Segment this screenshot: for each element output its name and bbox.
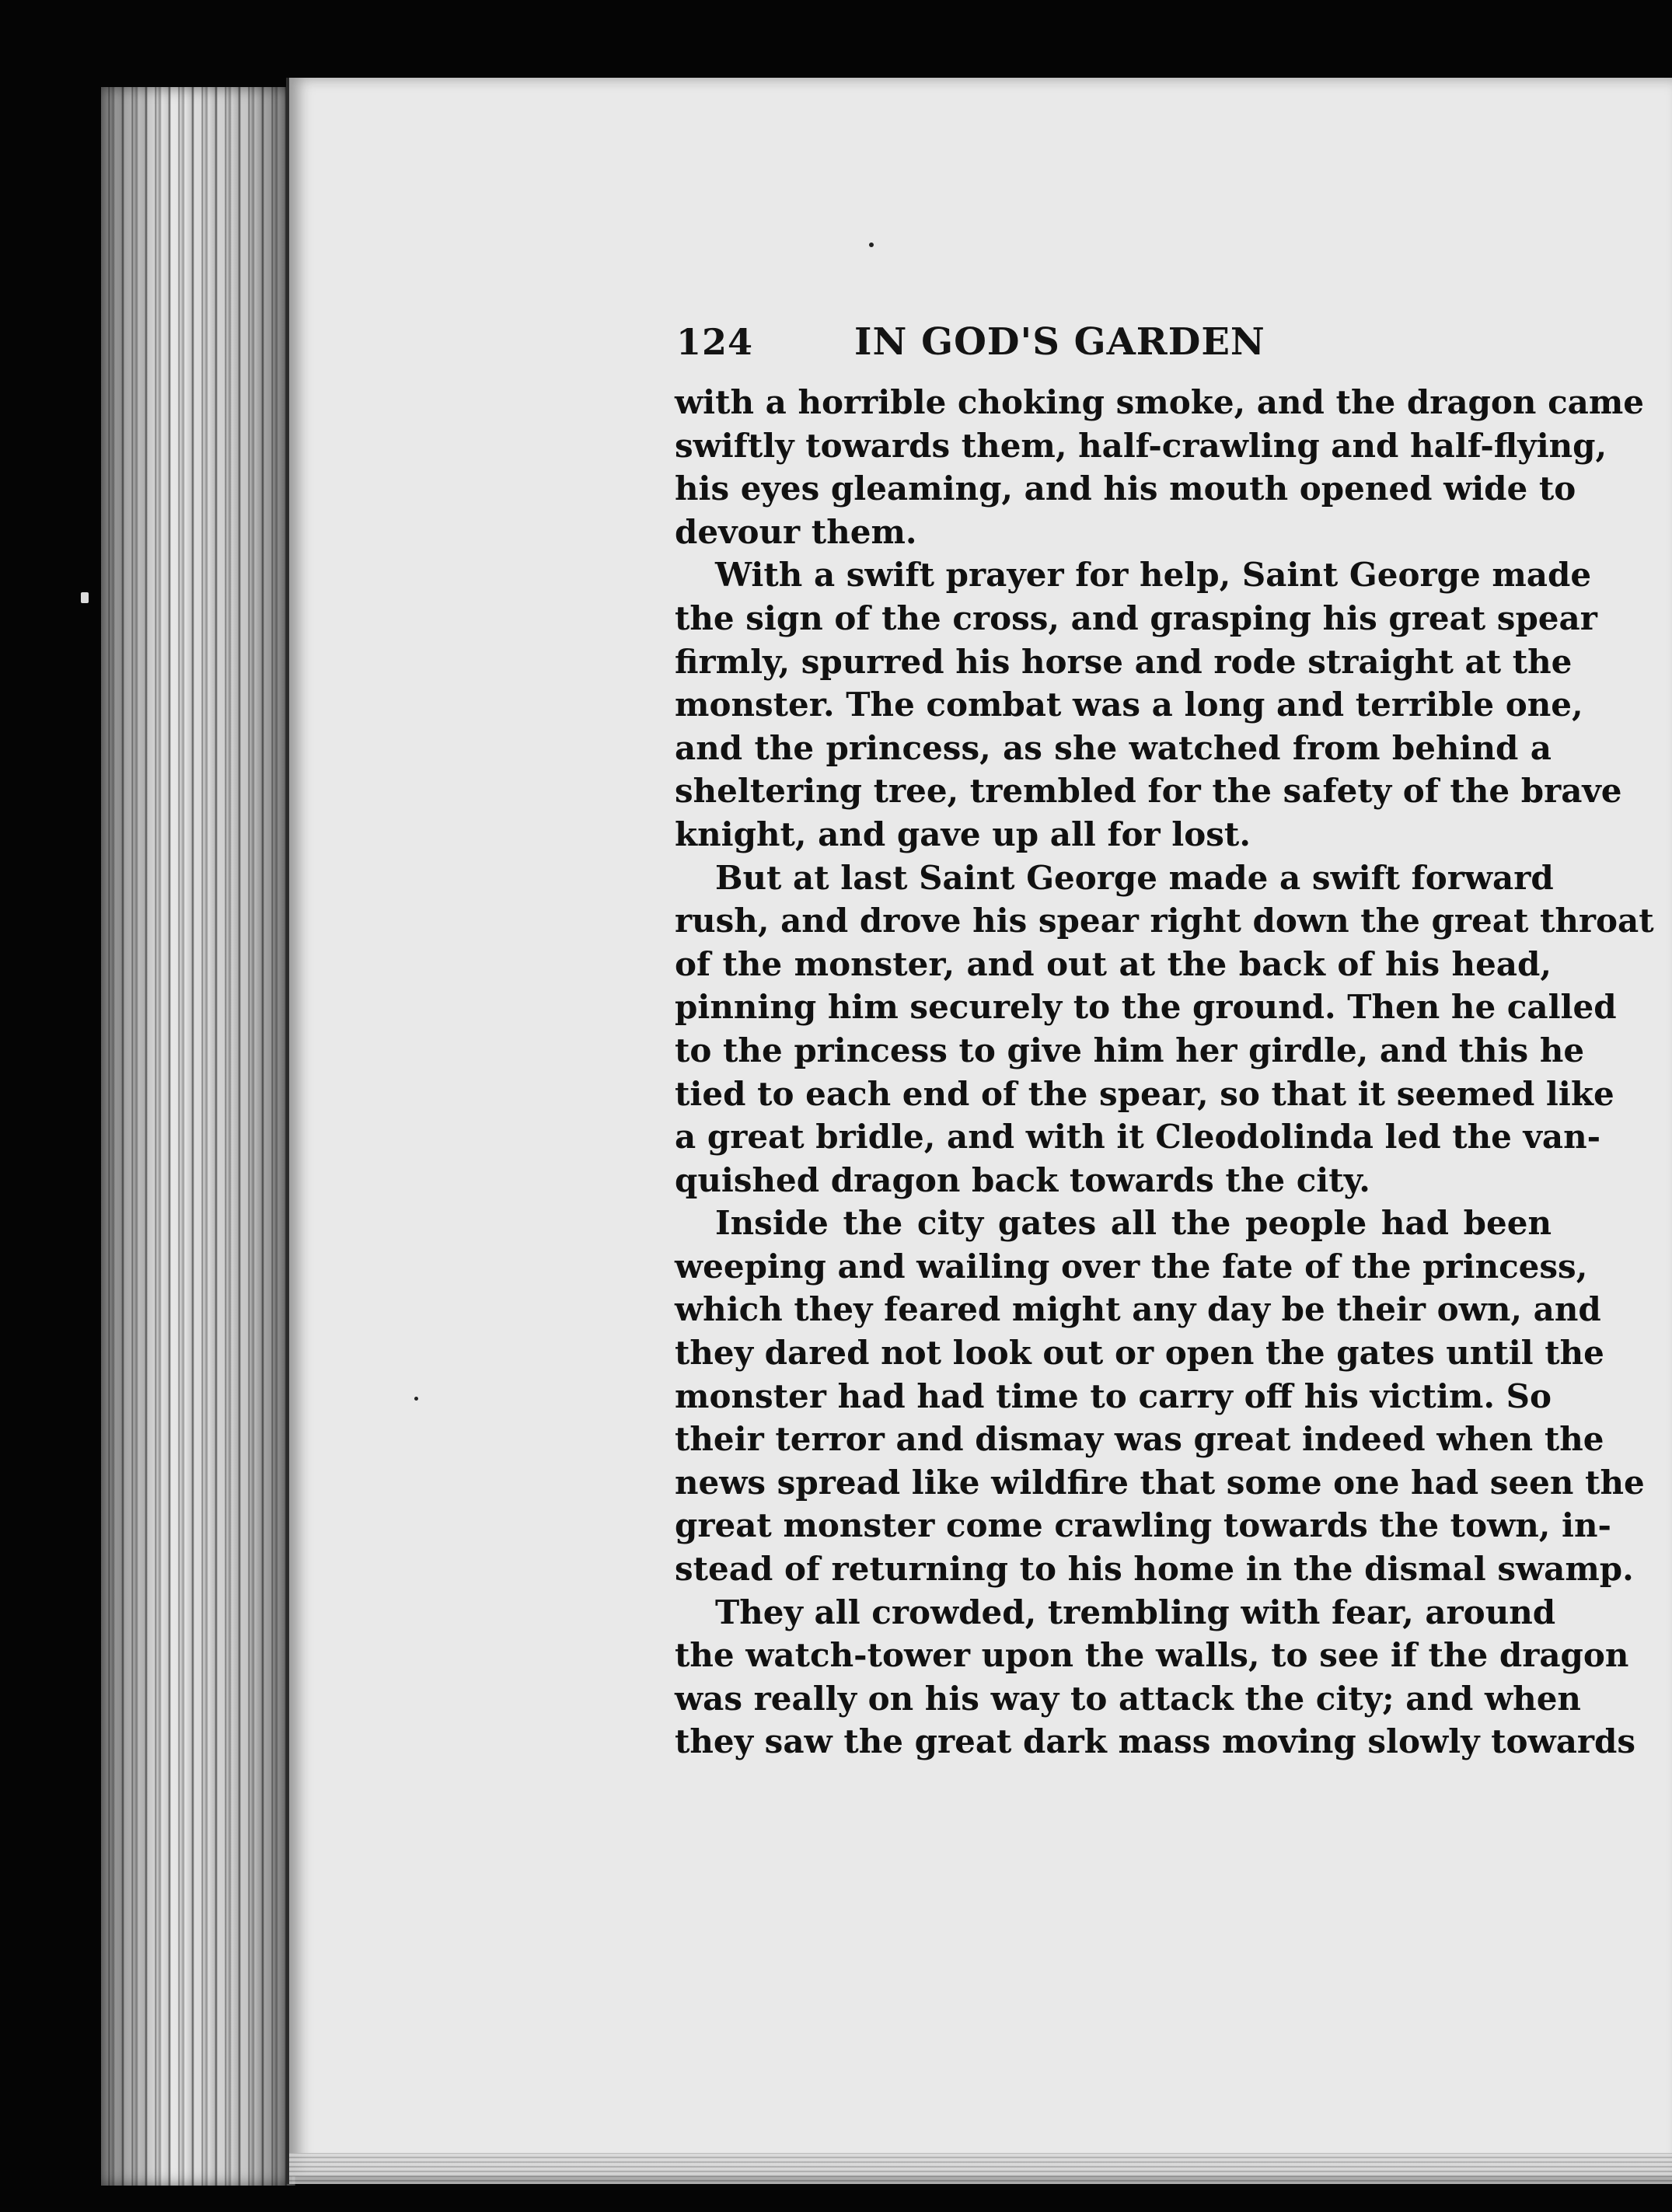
text-line: they saw the great dark mass moving slowly towards <box>675 1722 1636 1761</box>
text-line: they dared not look out or open the gates until the <box>675 1334 1604 1373</box>
text-line: a great bridle, and with it Cleodolinda led the van- <box>675 1118 1601 1157</box>
paragraph <box>675 857 1654 1202</box>
scan-speck <box>81 592 89 603</box>
text-line: sheltering tree, trembled for the safety of the brave <box>675 772 1622 811</box>
text-line: and the princess, as she watched from behind a <box>675 728 1552 767</box>
text-line: the watch-tower upon the walls, to see if the dragon <box>675 1636 1629 1675</box>
paragraph <box>675 1591 1636 1764</box>
text-line: But at last Saint George made a swift forward <box>715 858 1554 897</box>
text-line: Inside the city gates all the people had been <box>715 1204 1552 1243</box>
text-line: monster had had time to carry off his victim. So <box>675 1376 1552 1415</box>
paragraph <box>675 1202 1645 1590</box>
text-line: of the monster, and out at the back of his head, <box>675 944 1552 983</box>
paragraph <box>675 553 1622 856</box>
text-line: devour them. <box>675 512 917 551</box>
text-line: knight, and gave up all for lost. <box>675 815 1251 853</box>
scan-speck <box>869 242 874 247</box>
text-line: weeping and wailing over the fate of the princess, <box>675 1247 1588 1286</box>
text-line: stead of returning to his home in the dismal swamp. <box>675 1550 1634 1589</box>
text-line: They all crowded, trembling with fear, around <box>715 1593 1556 1631</box>
page-bottom-edges <box>289 2153 1672 2184</box>
text-line: With a swift prayer for help, Saint George made <box>715 556 1592 595</box>
paragraph <box>675 381 1645 553</box>
text-line: was really on his way to attack the city; and when <box>675 1679 1581 1718</box>
text-line: their terror and dismay was great indeed when the <box>675 1420 1604 1459</box>
text-line: quished dragon back towards the city. <box>675 1160 1370 1199</box>
page-edges-shadow <box>101 87 295 2186</box>
text-line: swiftly towards them, half-crawling and half-flying, <box>675 426 1607 465</box>
scan-speck <box>414 1397 418 1401</box>
text-line: pinning him securely to the ground. Then he called <box>675 988 1617 1027</box>
running-title: IN GOD'S GARDEN <box>854 320 1265 364</box>
text-line: to the princess to give him her girdle, and this he <box>675 1031 1585 1069</box>
text-line: tied to each end of the spear, so that it seemed like <box>675 1074 1614 1113</box>
text-line: firmly, spurred his horse and rode straight at the <box>675 642 1573 681</box>
text-line: news spread like wildfire that some one had seen the <box>675 1463 1645 1502</box>
text-line: monster. The combat was a long and terrible one, <box>675 686 1583 724</box>
running-head <box>676 320 1555 375</box>
body-text <box>675 381 1654 1764</box>
text-line: which they feared might any day be their own, and <box>675 1290 1601 1329</box>
text-line: great monster come crawling towards the town, in- <box>675 1506 1611 1545</box>
text-line: rush, and drove his spear right down the great throat <box>675 902 1654 940</box>
text-line: with a horrible choking smoke, and the dragon came <box>675 383 1645 421</box>
page-number: 124 <box>676 321 754 363</box>
text-line: the sign of the cross, and grasping his great spear <box>675 598 1597 637</box>
text-line: his eyes gleaming, and his mouth opened wide to <box>675 469 1576 508</box>
